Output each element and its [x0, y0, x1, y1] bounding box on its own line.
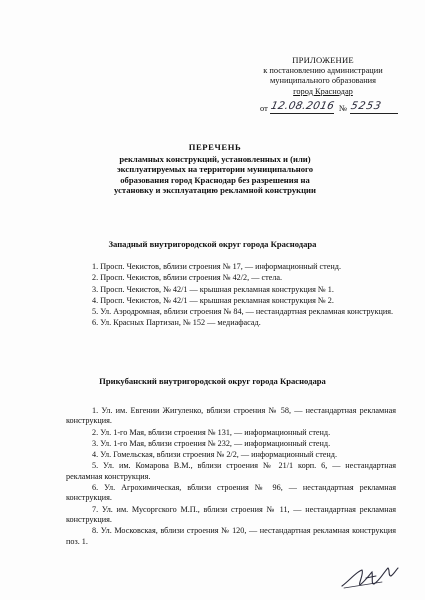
- list-item: 4. Ул. Гомельская, вблизи строения № 2/2, — информационный стенд.: [92, 450, 337, 460]
- number-underline: [350, 113, 398, 114]
- heading-line-1: рекламных конструкций, установленных и (или): [119, 153, 311, 164]
- section-items-west: [66, 262, 396, 330]
- appendix-line-3: город Краснодар: [293, 86, 353, 96]
- list-item: 2. Просп. Чекистов, вблизи строения № 42/2, — стела.: [92, 273, 283, 283]
- section-items-prikubansky: [66, 406, 396, 548]
- heading-line-3: образования город Краснодар без разрешения на: [120, 174, 310, 185]
- list-item: 3. Просп. Чекистов, № 42/1 — крышная рекламная конструкция № 1.: [92, 284, 334, 294]
- section-title-west: Западный внутригородской округ города Краснодара: [108, 239, 317, 249]
- list-heading: [60, 142, 370, 196]
- list-item: 5. Ул. Аэродромная, вблизи строения № 84, — нестандартная рекламная конструкция.: [92, 307, 394, 317]
- list-item: 1. Просп. Чекистов, вблизи строения № 17, — информационный стенд.: [92, 262, 341, 271]
- list-item: 6. Ул. Агрохимическая, вблизи строения № 96, — нестандартная рекламная конструкция.: [66, 483, 396, 503]
- appendix-title: ПРИЛОЖЕНИЕ: [292, 55, 354, 65]
- list-item: 6. Ул. Красных Партизан, № 152 — медиафасад.: [92, 318, 261, 328]
- list-item: 4. Просп. Чекистов, № 42/1 — крышная рекламная конструкция № 2.: [92, 295, 334, 305]
- handwritten-date: 12.08.2016: [269, 100, 336, 112]
- appendix-header: [248, 55, 398, 97]
- decree-date-number: [260, 102, 400, 114]
- list-item: 3. Ул. 1-го Мая, вблизи строения № 232, — информационный стенд.: [92, 438, 331, 448]
- list-item: 7. Ул. им. Мусоргского М.П., вблизи строения № 11, — нестандартная рекламная конструкция.: [66, 504, 396, 524]
- appendix-line-1: к постановлению администрации: [263, 65, 383, 75]
- date-underline: [270, 113, 334, 114]
- appendix-line-2: муниципального образования: [269, 76, 377, 85]
- number-label: №: [339, 104, 347, 113]
- section-title-prikubansky: Прикубанский внутригородской округ города Краснодара: [99, 376, 326, 386]
- heading-line-4: установку и эксплуатацию рекламной конструкции: [114, 185, 316, 196]
- list-item: 1. Ул. им. Евгении Жигуленко, вблизи строения № 58, — нестандартная рекламная конструкция.: [66, 406, 396, 426]
- from-label: от: [260, 104, 268, 113]
- list-item: 5. Ул. им. Комарова В.М., вблизи строения № 21/1 корп. 6, — нестандартная рекламная конструкция.: [66, 461, 396, 481]
- heading-line-2: эксплуатируемых на территории муниципального: [116, 164, 314, 175]
- list-item: 8. Ул. Московская, вблизи строения № 120, — нестандартная рекламная конструкция поз. 1.: [66, 526, 396, 546]
- heading-title: ПЕРЕЧЕНЬ: [188, 142, 242, 152]
- handwritten-signature: [336, 560, 406, 594]
- list-item: 2. Ул. 1-го Мая, вблизи строения № 131, — информационный стенд.: [92, 427, 331, 437]
- handwritten-number: 5253: [349, 100, 384, 112]
